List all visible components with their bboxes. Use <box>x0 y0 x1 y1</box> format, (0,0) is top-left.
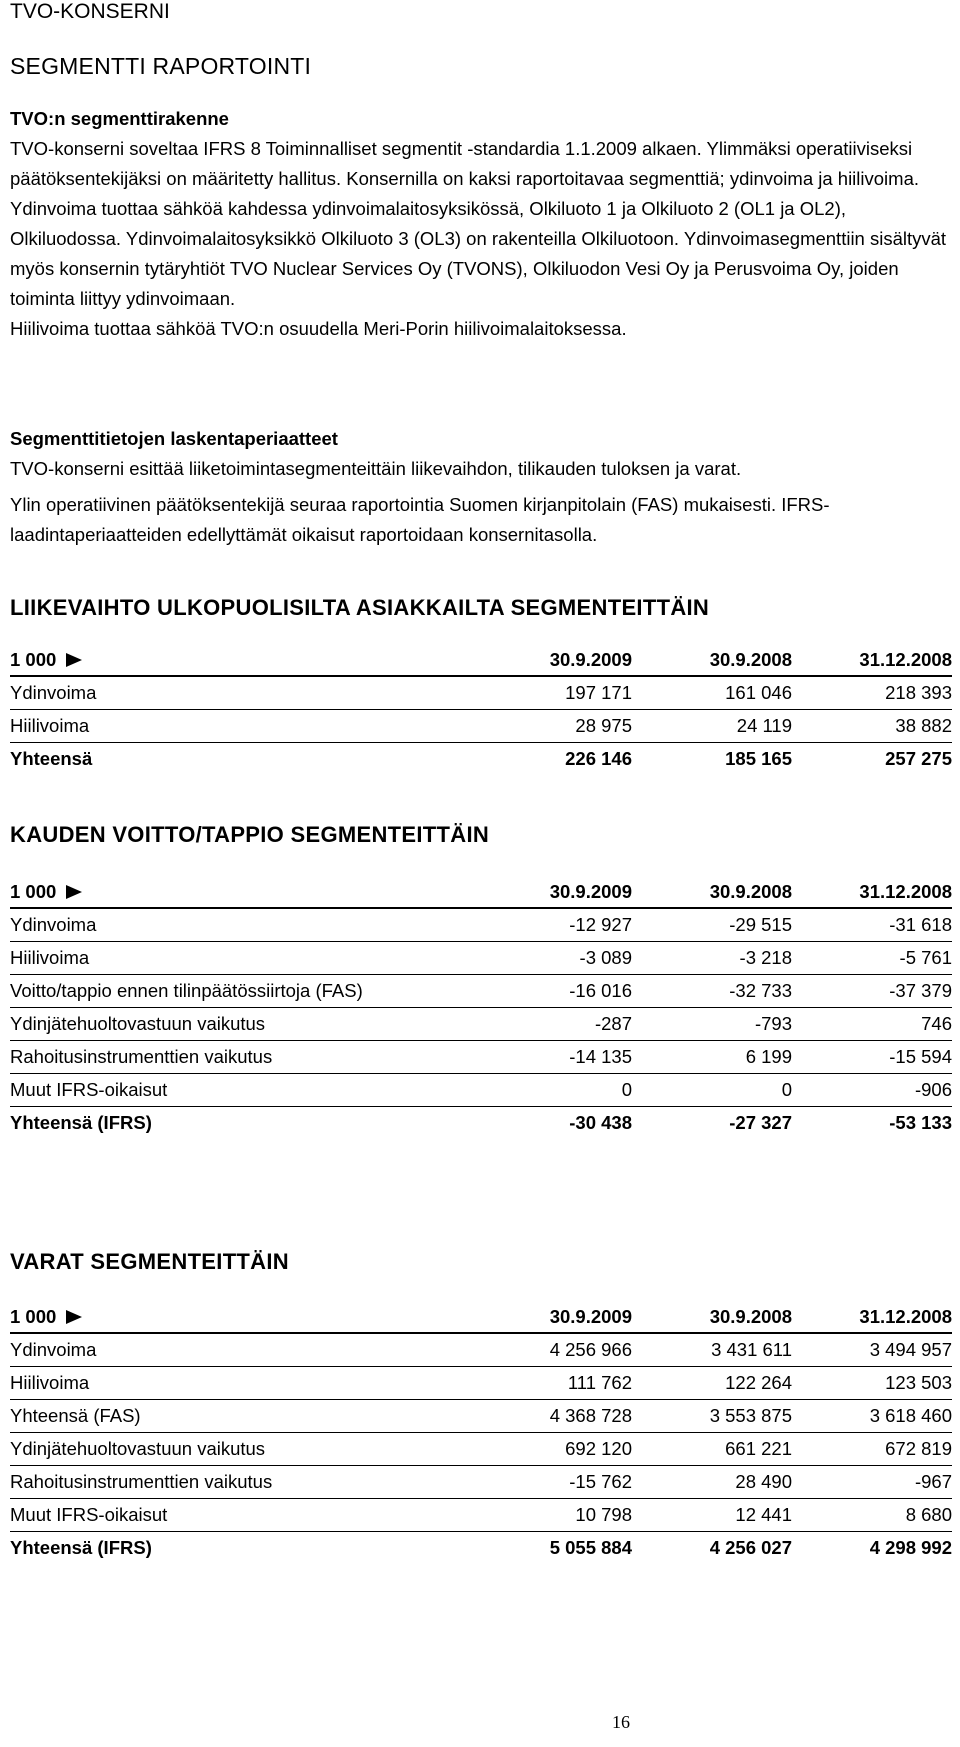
table-row <box>10 1074 952 1107</box>
column-header: 31.12.2008 <box>792 877 952 908</box>
cell-value: 197 171 <box>450 676 632 710</box>
column-header: 30.9.2009 <box>450 1302 632 1333</box>
table-row <box>10 1333 952 1367</box>
table-total-row <box>10 1532 952 1565</box>
cell-value: -15 762 <box>450 1466 632 1499</box>
table-total-row <box>10 743 952 776</box>
table-row <box>10 1400 952 1433</box>
row-label: Hiilivoima <box>10 1367 450 1400</box>
table-row <box>10 1466 952 1499</box>
column-header: 30.9.2008 <box>632 1302 792 1333</box>
row-label: Ydinjätehuoltovastuun vaikutus <box>10 1433 450 1466</box>
cell-value: 161 046 <box>632 676 792 710</box>
total-label: Yhteensä <box>10 748 93 769</box>
total-value: 226 146 <box>565 748 632 769</box>
cell-value: 661 221 <box>632 1433 792 1466</box>
paragraph: TVO-konserni esittää liiketoimintasegmenteittäin liikevaihdon, tilikauden tuloksen ja varat. <box>10 458 742 479</box>
row-label: Hiilivoima <box>10 942 450 975</box>
row-label: Muut IFRS-oikaisut <box>10 1074 450 1107</box>
unit-label: 1 000 <box>10 1302 450 1333</box>
cell-value: 3 618 460 <box>792 1400 952 1433</box>
revenue-table <box>10 645 952 775</box>
table-row <box>10 1008 952 1041</box>
row-label: Yhteensä (FAS) <box>10 1400 450 1433</box>
row-label: Rahoitusinstrumenttien vaikutus <box>10 1466 450 1499</box>
assets-table-title: VARAT SEGMENTEITTÄIN <box>10 1249 289 1274</box>
table-row <box>10 1041 952 1074</box>
profit-table <box>10 877 952 1139</box>
structure-heading: TVO:n segmenttirakenne <box>10 108 229 129</box>
arrow-right-icon <box>66 653 82 667</box>
table-header-row <box>10 1302 952 1333</box>
table-row <box>10 942 952 975</box>
row-label: Hiilivoima <box>10 710 450 743</box>
cell-value: 746 <box>792 1008 952 1041</box>
cell-value: -37 379 <box>792 975 952 1008</box>
column-header: 31.12.2008 <box>792 1302 952 1333</box>
column-header: 30.9.2008 <box>632 645 792 676</box>
cell-value: -287 <box>450 1008 632 1041</box>
total-value: 257 275 <box>885 748 952 769</box>
row-label: Rahoitusinstrumenttien vaikutus <box>10 1041 450 1074</box>
cell-value: -5 761 <box>792 942 952 975</box>
cell-value: 3 553 875 <box>632 1400 792 1433</box>
cell-value: 692 120 <box>450 1433 632 1466</box>
cell-value: 28 490 <box>632 1466 792 1499</box>
cell-value: 38 882 <box>792 710 952 743</box>
unit-label: 1 000 <box>10 877 450 908</box>
paragraph: TVO-konserni soveltaa IFRS 8 Toiminnalliset segmentit -standardia 1.1.2009 alkaen. Ylimmäksi operatiiviseksi päätöksentekijäksi on määritetty hallitus. Konsernilla on kaksi raportoitavaa segmenttiä; ydinvoima ja hiilivoima. <box>10 138 920 189</box>
table-header-row <box>10 877 952 908</box>
table-row <box>10 1433 952 1466</box>
cell-value: -14 135 <box>450 1041 632 1074</box>
total-value: 4 298 992 <box>869 1537 952 1558</box>
cell-value: 122 264 <box>632 1367 792 1400</box>
table-row <box>10 975 952 1008</box>
cell-value: -31 618 <box>792 908 952 942</box>
cell-value: 10 798 <box>450 1499 632 1532</box>
cell-value: -3 218 <box>632 942 792 975</box>
total-value: 4 256 027 <box>709 1537 792 1558</box>
row-label: Ydinvoima <box>10 908 450 942</box>
total-value: 185 165 <box>725 748 792 769</box>
arrow-right-icon <box>66 885 82 899</box>
row-label: Ydinvoima <box>10 676 450 710</box>
cell-value: 4 368 728 <box>450 1400 632 1433</box>
cell-value: 0 <box>632 1074 792 1107</box>
cell-value: 4 256 966 <box>450 1333 632 1367</box>
paragraph: Ydinvoima tuottaa sähköä kahdessa ydinvoimalaitosyksikössä, Olkiluoto 1 ja Olkiluoto 2 (OL1 ja OL2), Olkiluodossa. Ydinvoimalaitosyksikkö Olkiluoto 3 (OL3) on rakenteilla Olkiluotoon. Ydinvoimasegmenttiin sisältyvät myös konsernin tytäryhtiöt TVO Nuclear Services Oy (TVONS), Olkiluodon Vesi Oy ja Perusvoima Oy, joiden toiminta liittyy ydinvoimaan. <box>10 198 947 309</box>
cell-value: -3 089 <box>450 942 632 975</box>
column-header: 31.12.2008 <box>792 645 952 676</box>
cell-value: 28 975 <box>450 710 632 743</box>
table-row <box>10 710 952 743</box>
cell-value: 672 819 <box>792 1433 952 1466</box>
assets-table <box>10 1302 952 1564</box>
cell-value: -12 927 <box>450 908 632 942</box>
total-value: -53 133 <box>889 1112 952 1133</box>
column-header: 30.9.2008 <box>632 877 792 908</box>
total-label: Yhteensä (IFRS) <box>10 1112 152 1133</box>
cell-value: 6 199 <box>632 1041 792 1074</box>
cell-value: -16 016 <box>450 975 632 1008</box>
cell-value: 3 431 611 <box>632 1333 792 1367</box>
unit-label: 1 000 <box>10 645 450 676</box>
arrow-right-icon <box>66 1310 82 1324</box>
cell-value: 24 119 <box>632 710 792 743</box>
paragraph: Hiilivoima tuottaa sähköä TVO:n osuudella Meri-Porin hiilivoimalaitoksessa. <box>10 318 627 339</box>
cell-value: -967 <box>792 1466 952 1499</box>
table-row <box>10 676 952 710</box>
column-header: 30.9.2009 <box>450 877 632 908</box>
cell-value: 218 393 <box>792 676 952 710</box>
table-row <box>10 1499 952 1532</box>
principles-heading: Segmenttitietojen laskentaperiaatteet <box>10 428 338 449</box>
cell-value: 3 494 957 <box>792 1333 952 1367</box>
table-header-row <box>10 645 952 676</box>
cell-value: -15 594 <box>792 1041 952 1074</box>
paragraph: Ylin operatiivinen päätöksentekijä seuraa raportointia Suomen kirjanpitolain (FAS) mukaisesti. IFRS-laadintaperiaatteiden edellyttämät oikaisut raportoidaan konsernitasolla. <box>10 494 830 545</box>
cell-value: -29 515 <box>632 908 792 942</box>
principles-text <box>10 424 950 550</box>
cell-value: 0 <box>450 1074 632 1107</box>
total-value: -30 438 <box>569 1112 632 1133</box>
row-label: Ydinjätehuoltovastuun vaikutus <box>10 1008 450 1041</box>
cell-value: 111 762 <box>450 1367 632 1400</box>
cell-value: -906 <box>792 1074 952 1107</box>
cell-value: -793 <box>632 1008 792 1041</box>
total-label: Yhteensä (IFRS) <box>10 1537 152 1558</box>
column-header: 30.9.2009 <box>450 645 632 676</box>
section-title: SEGMENTTI RAPORTOINTI <box>10 53 312 79</box>
table-row <box>10 1367 952 1400</box>
profit-table-title: KAUDEN VOITTO/TAPPIO SEGMENTEITTÄIN <box>10 822 490 847</box>
row-label: Ydinvoima <box>10 1333 450 1367</box>
total-value: -27 327 <box>729 1112 792 1133</box>
cell-value: 123 503 <box>792 1367 952 1400</box>
intro-text <box>10 104 950 344</box>
page-number: 16 <box>612 1712 630 1732</box>
cell-value: 8 680 <box>792 1499 952 1532</box>
row-label: Voitto/tappio ennen tilinpäätössiirtoja (FAS) <box>10 975 450 1008</box>
cell-value: 12 441 <box>632 1499 792 1532</box>
row-label: Muut IFRS-oikaisut <box>10 1499 450 1532</box>
cell-value: -32 733 <box>632 975 792 1008</box>
total-value: 5 055 884 <box>549 1537 632 1558</box>
table-row <box>10 908 952 942</box>
table-total-row <box>10 1107 952 1140</box>
revenue-table-title: LIIKEVAIHTO ULKOPUOLISILTA ASIAKKAILTA SEGMENTEITTÄIN <box>10 595 710 620</box>
company-header: TVO-KONSERNI <box>10 0 170 23</box>
